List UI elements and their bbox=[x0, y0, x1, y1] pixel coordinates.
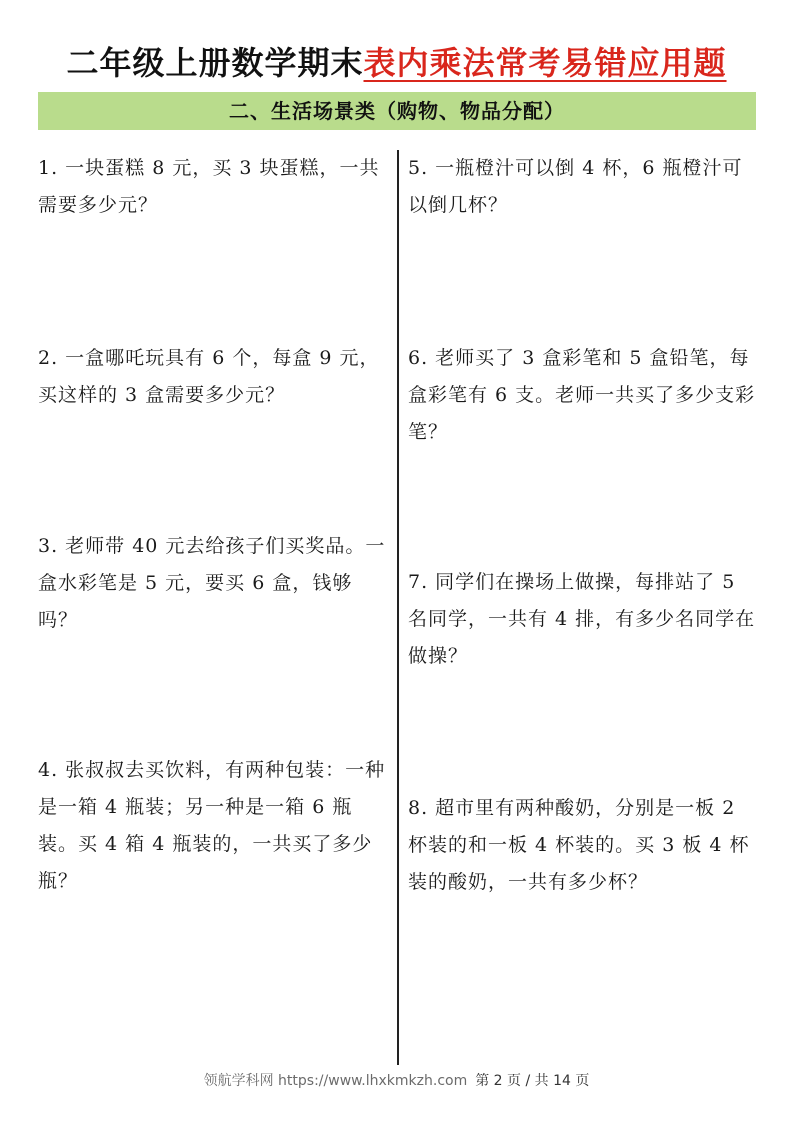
page-number: 第 2 页 / 共 14 页 bbox=[475, 1073, 590, 1089]
question-6: 6. 老师买了 3 盒彩笔和 5 盒铅笔，每盒彩笔有 6 支。老师一共买了多少支彩笔？ bbox=[408, 347, 756, 443]
question-8: 8. 超市里有两种酸奶，分别是一板 2 杯装的和一板 4 杯装的。买 3 板 4 杯装的酸奶，一共有多少杯？ bbox=[408, 797, 750, 893]
question-3: 3. 老师带 40 元去给孩子们买奖品。一盒水彩笔是 5 元，要买 6 盒，钱够吗？ bbox=[38, 535, 386, 631]
question-4: 4. 张叔叔去买饮料，有两种包装：一种是一箱 4 瓶装；另一种是一箱 6 瓶装。买 4 箱 4 瓶装的，一共买了多少瓶？ bbox=[38, 759, 386, 892]
question-2: 2. 一盒哪吒玩具有 6 个，每盒 9 元，买这样的 3 盒需要多少元？ bbox=[38, 347, 380, 406]
question-5: 5. 一瓶橙汁可以倒 4 杯，6 瓶橙汁可以倒几杯？ bbox=[408, 157, 743, 216]
question-7: 7. 同学们在操场上做操，每排站了 5 名同学，一共有 4 排，有多少名同学在做操？ bbox=[408, 571, 756, 667]
page-title bbox=[0, 38, 793, 84]
column-divider bbox=[397, 150, 399, 1065]
watermark-text: 领航学科网 https://www.lhxkmkzh.com bbox=[203, 1073, 468, 1089]
page-footer bbox=[0, 1070, 793, 1090]
section-heading: 二、生活场景类（购物、物品分配） bbox=[38, 92, 756, 130]
title-topic: 表内乘法常考易错应用题 bbox=[363, 44, 727, 82]
title-grade: 二年级上册数学期末 bbox=[66, 44, 364, 82]
question-1: 1. 一块蛋糕 8 元，买 3 块蛋糕，一共需要多少元？ bbox=[38, 157, 380, 216]
